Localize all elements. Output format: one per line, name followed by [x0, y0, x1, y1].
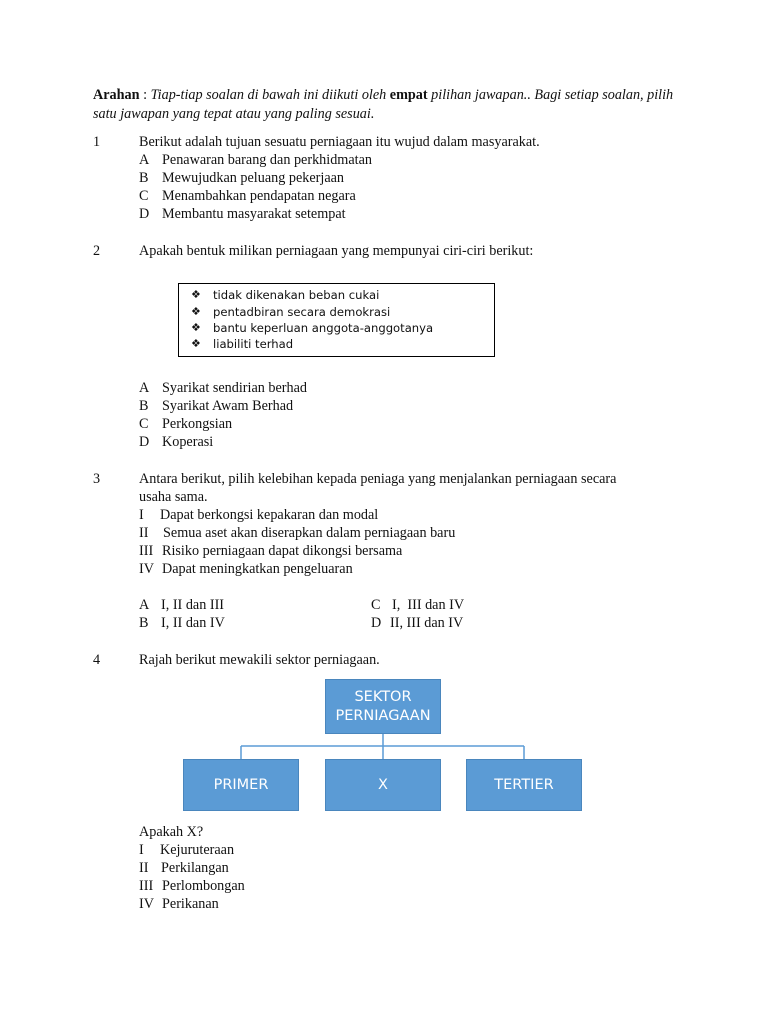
q4-question: Rajah berikut mewakili sektor perniagaan. [139, 652, 380, 668]
q4-number: 4 [93, 652, 101, 668]
q4-statement-text: Perkilangan [161, 860, 229, 876]
q1-option-d-letter: D [139, 206, 150, 222]
q2-option-d-text: Koperasi [162, 434, 214, 450]
q4-statement-text: Kejuruteraan [160, 842, 235, 858]
diagram-node-primer [183, 759, 299, 811]
q4-statement-roman: II [139, 860, 149, 876]
q3-option-c-text: I, III dan IV [392, 597, 465, 613]
q4-statement-roman: IV [139, 896, 154, 912]
instructions-bold-word: empat [389, 87, 428, 103]
q3-option-c-letter: C [371, 597, 381, 613]
diagram-root-line1: SEKTOR [354, 688, 412, 705]
q3-statement-text: Semua aset akan diserapkan dalam perniagaan baru [163, 525, 456, 541]
q1-option-a-text: Penawaran barang dan perkhidmatan [162, 152, 372, 168]
q2-feature-text: liabiliti terhad [213, 337, 294, 351]
q3-statement-roman: I [139, 507, 144, 523]
instructions-label: Arahan [93, 87, 140, 103]
q3-option-a-text: I, II dan III [161, 597, 225, 613]
diamond-bullet-icon: ❖ [191, 305, 201, 318]
q3-question-line1: Antara berikut, pilih kelebihan kepada peniaga yang menjalankan perniagaan secara [139, 471, 617, 487]
q1-option-a-letter: A [139, 152, 150, 168]
q3-option-b-letter: B [139, 615, 149, 631]
q2-option-c-letter: C [139, 416, 149, 432]
q2-option-b-text: Syarikat Awam Berhad [162, 398, 294, 414]
diagram-root-line2: PERNIAGAAN [335, 707, 431, 724]
q3-question-line2: usaha sama. [139, 489, 208, 505]
q1-question: Berikut adalah tujuan sesuatu perniagaan itu wujud dalam masyarakat. [139, 134, 540, 150]
diagram-node-primer-label: PRIMER [213, 776, 269, 793]
q4-statement-text: Perlombongan [162, 878, 245, 894]
q3-option-d-text: II, III dan IV [390, 615, 464, 631]
q1-option-b-text: Mewujudkan peluang pekerjaan [162, 170, 345, 186]
q3-option-a-letter: A [139, 597, 150, 613]
diamond-bullet-icon: ❖ [191, 321, 201, 334]
q3-statement-text: Risiko perniagaan dapat dikongsi bersama [162, 543, 403, 559]
q2-option-c-text: Perkongsian [162, 416, 233, 432]
q3-option-d-letter: D [371, 615, 382, 631]
diagram-node-root [325, 679, 441, 734]
q2-number: 2 [93, 243, 101, 259]
diagram-node-x [325, 759, 441, 811]
instructions-text-a: Tiap-tiap soalan di bawah ini diikuti oleh [150, 87, 390, 103]
q2-feature-text: bantu keperluan anggota-anggotanya [213, 321, 434, 335]
q2-feature-text: pentadbiran secara demokrasi [213, 305, 391, 319]
q4-prompt: Apakah X? [139, 824, 204, 840]
q1-option-d-text: Membantu masyarakat setempat [162, 206, 346, 222]
q1-option-c-letter: C [139, 188, 149, 204]
diagram-node-root-label [335, 688, 430, 726]
q4-statement-roman: III [139, 878, 154, 894]
q2-option-a-letter: A [139, 380, 150, 396]
q3-number: 3 [93, 471, 101, 487]
q3-statement-text: Dapat berkongsi kepakaran dan modal [160, 507, 379, 523]
diagram-node-x-label: X [378, 776, 388, 793]
diagram-node-tertier [466, 759, 582, 811]
q3-statement-roman: III [139, 543, 154, 559]
q3-statement-roman: IV [139, 561, 154, 577]
q2-option-b-letter: B [139, 398, 149, 414]
q2-option-d-letter: D [139, 434, 150, 450]
diamond-bullet-icon: ❖ [191, 288, 201, 301]
q2-option-a-text: Syarikat sendirian berhad [162, 380, 307, 396]
diagram-node-tertier-label: TERTIER [494, 776, 554, 793]
q1-option-c-text: Menambahkan pendapatan negara [162, 188, 356, 204]
q1-number: 1 [93, 134, 101, 150]
q2-feature-text: tidak dikenakan beban cukai [213, 288, 380, 302]
q2-question: Apakah bentuk milikan perniagaan yang mempunyai ciri-ciri berikut: [139, 243, 534, 259]
q1-option-b-letter: B [139, 170, 149, 186]
q4-statement-text: Perikanan [162, 896, 219, 912]
diamond-bullet-icon: ❖ [191, 337, 201, 350]
instructions-text-b: pilihan jawapan.. Bagi setiap soalan, pilih satu jawapan yang tepat atau yang paling sesuai. [93, 87, 674, 122]
q3-option-b-text: I, II dan IV [161, 615, 225, 631]
instructions-separator: : [139, 87, 151, 103]
q3-statement-roman: II [139, 525, 149, 541]
q4-statement-roman: I [139, 842, 144, 858]
q3-statement-text: Dapat meningkatkan pengeluaran [162, 561, 353, 577]
